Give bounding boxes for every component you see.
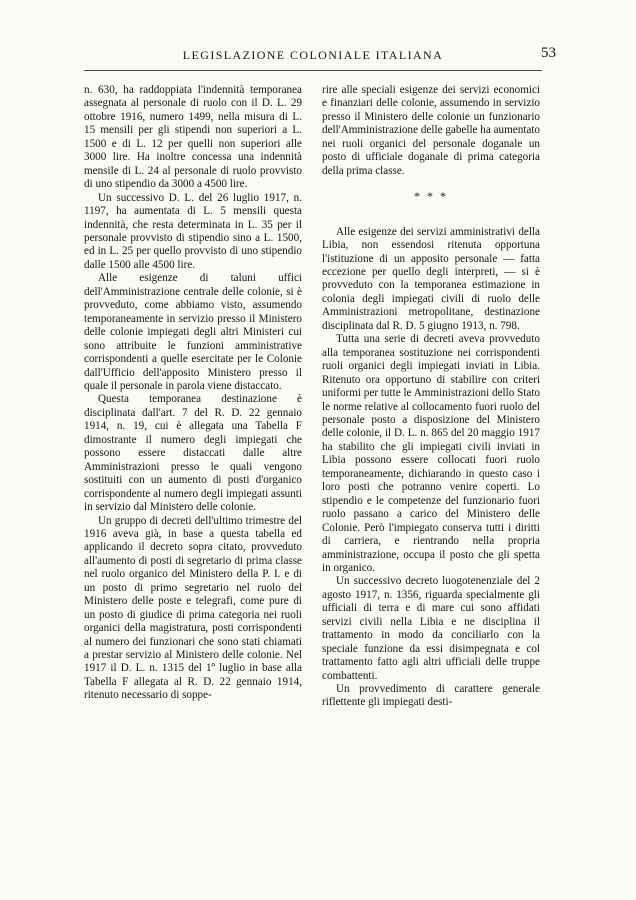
paragraph: Alle esigenze dei servizi amministrativi della Libia, non essendosi ritenuta opportuna l'istituzione di un apposito personale — fatta eccezione per quello degli interpreti, — si è provveduto con la temporanea estimazione in colonia degli impiegati civili di ruolo delle Amministrazioni metropolitane, destinazione disciplinata dal R. D. 5 giugno 1913, n. 798. (322, 225, 540, 332)
running-title: LEGISLAZIONE COLONIALE ITALIANA (182, 48, 444, 62)
paragraph: Questa temporanea destinazione è disciplinata dall'art. 7 del R. D. 22 gennaio 1914, n. 19, cui è allegata una Tabella F dimostrante il numero degli impiegati che possono essere distaccati dalle altre Amministrazioni presso le quali vengono sostituiti con un aumento di posti d'organico corrispondente al numero degli impiegati assunti in servizio dal Ministero delle colonie. (84, 393, 302, 514)
paragraph: Tutta una serie di decreti aveva provveduto alla temporanea sostituzione nei corrispondenti ruoli organici degli impiegati inviati in Libia. Ritenuto ora opportuno di stabilire con criteri uniformi per tutte le Amministrazioni dello Stato le norme relative al collocamento fuori ruolo del personale posto a disposizione del Ministero delle colonie, il D. L. n. 865 del 20 maggio 1917 ha stabilito che gli impiegati civili inviati in Libia possono essere collocati fuori ruolo temporaneamente, dichiarando in questo caso i loro posti che potranno venire coperti. Lo stipendio e le competenze del funzionario fuori ruolo passano a carico del Ministero delle Colonie. Però l'impiegato conserva tutti i diritti di carriera, e rientrando nella propria amministrazione, occupa il posto che gli spetta in organico. (322, 333, 540, 574)
paragraph: Alle esigenze di taluni uffici dell'Amministrazione centrale delle colonie, si è provveduto, come abbiamo visto, assumendo temporaneamente in servizio presso il Ministero delle colonie impiegati degli altri Ministeri cui sono attribuite le funzioni amministrative corrispondenti a quelle esercitate per le Colonie dall'Ufficio dell'apposito Ministero presso il quale il personale in parola viene distaccato. (84, 272, 302, 392)
paragraph: n. 630, ha raddoppiata l'indennità temporanea assegnata al personale di ruolo con il D. L. 29 ottobre 1916, numero 1499, nella misura di L. 15 mensili per gli stipendi non superiori a L. 1500 e di L. 12 per quelli non superiori alle 3000 lire. Ha inoltre concessa una indennità mensile di L. 24 al personale di ruolo provvisto di uno stipendio da 3000 a 4500 lire. (84, 84, 302, 191)
page-number: 53 (541, 45, 556, 61)
right-column (322, 84, 540, 710)
paragraph: Un successivo D. L. del 26 luglio 1917, n. 1197, ha aumentata di L. 5 mensili questa indennità, che resta determinata in L. 35 per il personale provvisto di stipendio sino a L. 1500, ed in L. 25 per quello provvisto di uno stipendio dalle 1500 alle 4500 lire. (84, 191, 302, 271)
paragraph: rire alle speciali esigenze dei servizi economici e finanziari delle colonie, assumendo in servizio presso il Ministero delle colonie un funzionario dell'Amministrazione delle gabelle ha aumentato nei ruoli organici del personale doganale un posto di ufficiale doganale di prima categoria della prima classe. (322, 84, 540, 177)
left-column (84, 84, 302, 703)
paragraph: Un provvedimento di carattere generale riflettente gli impiegati desti- (322, 683, 540, 709)
running-header (84, 44, 556, 71)
section-separator: * * * (414, 189, 448, 204)
paragraph: Un gruppo di decreti dell'ultimo trimestre del 1916 aveva già, in base a questa tabella ed applicando il decreto sopra citato, provveduto all'aumento di posti di segretario di prima classe nel ruolo organico del Ministero della P. I. e di un posto di primo segretario nel ruolo del Ministero delle poste e telegrafi, come pure di un posto di giudice di prima categoria nei ruoli organici della magistratura, posti corrispondenti al numero dei funzionari che sono stati chiamati a prestar servizio al Ministero delle colonie. Nel 1917 il D. L. n. 1315 del 1º luglio in base alla Tabella F allegata al R. D. 22 gennaio 1914, ritenuto necessario di soppe- (84, 514, 302, 702)
paragraph: Un successivo decreto luogotenenziale del 2 agosto 1917, n. 1356, riguarda specialmente gli ufficiali di terra e di mare cui sono affidati servizi civili nella Libia e ne disciplina il trattamento in modo da conciliarlo con la speciale funzione da essi disimpegnata e col trattamento fatto agli altri ufficiali delle truppe combattenti. (322, 575, 540, 682)
